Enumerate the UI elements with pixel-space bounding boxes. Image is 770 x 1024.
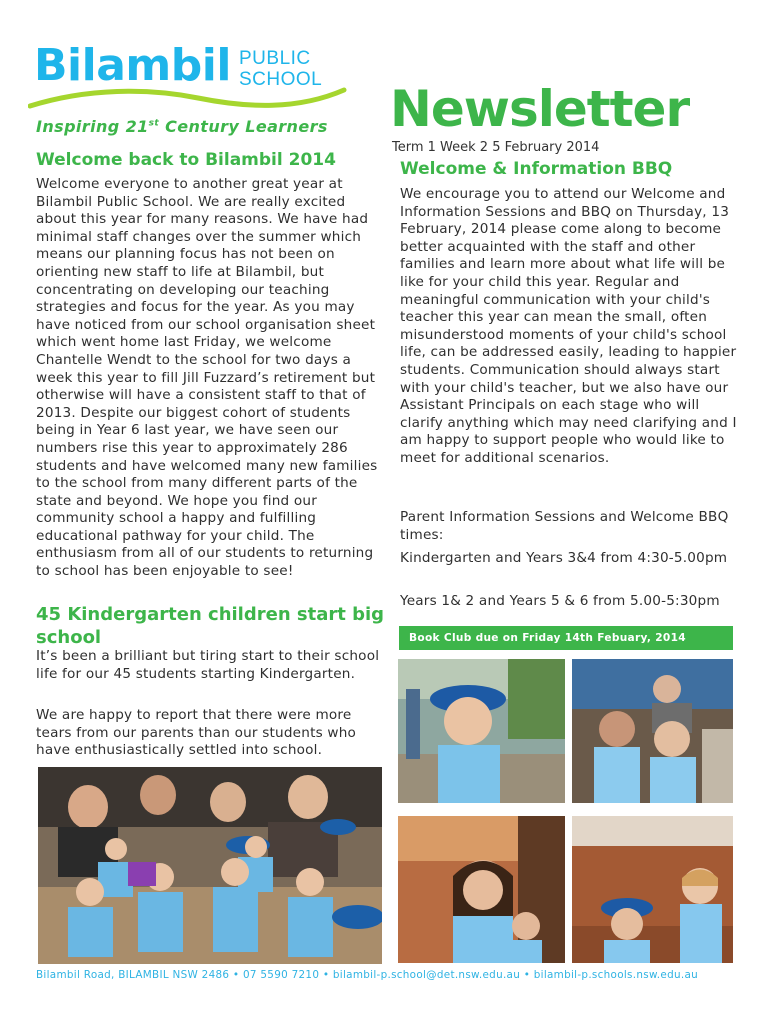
bbq-heading: Welcome & Information BBQ xyxy=(400,159,673,179)
school-logo-subtitle xyxy=(239,48,322,90)
logo-swoosh-graphic xyxy=(28,86,348,112)
photo-kindergarten-girls xyxy=(572,659,733,803)
photo-hall-students xyxy=(572,816,733,963)
school-tagline: Inspiring 21st Century Learners xyxy=(36,117,328,136)
kindergarten-paragraph-2: We are happy to report that there were more tears from our parents than our students who have enthusiastically settled into school. xyxy=(36,707,357,759)
school-logo-name: Bilambil xyxy=(34,40,231,91)
photo-boy-with-hat xyxy=(398,659,565,803)
welcome-body: Welcome everyone to another great year at Bilambil Public School. We are really excited about this year for many reasons. We have had minimal staff changes over the summer which means our planning focus has not been on orienting new staff to life at Bilambil, but concentrating on developing our teaching strategies and focus for the year. As you may have noticed from our school organisation sheet which went home last Friday, we welcome Chantelle Wendt to the school for two days a week this year to fill Jill Fuzzard’s retirement but otherwise will have a consistent staff to that of 2013. Despite our biggest cohort of students being in Year 6 last year, we have seen our numbers rise this year to approximately 286 students and have welcomed many new families to the school from many different parts of the state and beyond. We hope you find our community school a happy and fulfilling educational pathway for your child. The enthusiasm from all of our students to returning to school has been enjoyable to see! xyxy=(36,176,378,580)
newsletter-title: Newsletter xyxy=(390,80,690,138)
book-club-banner: Book Club due on Friday 14th Febuary, 2014 xyxy=(399,626,733,650)
bbq-body: We encourage you to attend our Welcome and Information Sessions and BBQ on Thursday, 13 February, 2014 please come along to become better acquainted with the staff and other families and learn more about what life will be like for your child this year. Regular and meaningful communication with your child's teacher this year can mean the small, often misunderstood moments of your child's school life, can be addressed easily, leading to happier students. Communication should always start with your child's teacher, but we also have our Assistant Principals on each stage who will clarify anything which may need clarifying and I am happy to support people who would like to meet for additional scenarios. xyxy=(400,186,737,466)
bbq-sessions-intro: Parent Information Sessions and Welcome BBQ times: xyxy=(400,509,729,543)
kindergarten-paragraph-1: It’s been a brilliant but tiring start to their school life for our 45 students starting Kindergarten. xyxy=(36,648,380,682)
photo-kindergarten-class xyxy=(38,767,382,964)
bbq-years-times: Years 1& 2 and Years 5 & 6 from 5.00-5:30pm xyxy=(400,593,720,609)
bbq-kindergarten-times: Kindergarten and Years 3&4 from 4:30-5.00pm xyxy=(400,550,728,566)
logo-line-school: SCHOOL xyxy=(239,69,323,90)
kindergarten-heading: 45 Kindergarten children start big school xyxy=(36,604,385,648)
logo-line-public: PUBLIC xyxy=(239,48,311,69)
footer-contact: Bilambil Road, BILAMBIL NSW 2486 • 07 5590 7210 • bilambil-p.school@det.nsw.edu.au • bilambil-p.schools.nsw.edu.au xyxy=(36,969,699,981)
newsletter-issue-date: Term 1 Week 2 5 February 2014 xyxy=(392,140,600,155)
welcome-heading: Welcome back to Bilambil 2014 xyxy=(36,150,336,170)
photo-smiling-girl xyxy=(398,816,565,963)
